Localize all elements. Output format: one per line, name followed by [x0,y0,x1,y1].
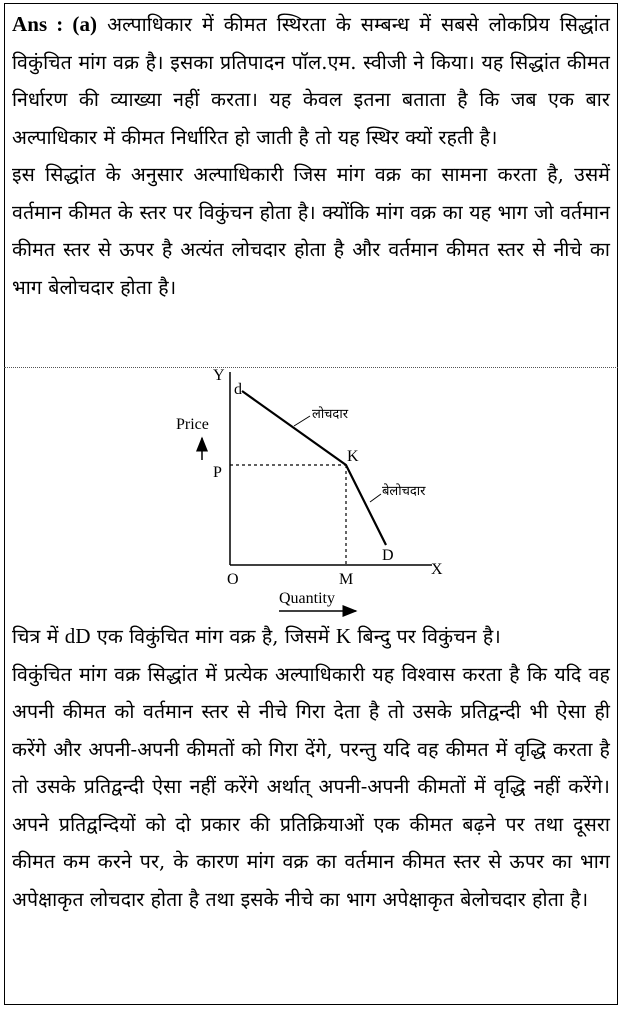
second-paragraph: इस सिद्धांत के अनुसार अल्पाधिकारी जिस मांग वक्र का सामना करता है, उसमें वर्तमान कीमत के स्तर पर विकुंचन होता है। क्योंकि मांग वक्र का यह भाग जो वर्तमान कीमत स्तर से ऊपर है अत्यंत लोचदार होता है और वर्तमान कीमत स्तर से नीचे का भाग बेलोचदार होता है। [12,163,610,299]
fourth-paragraph: विकुंचित मांग वक्र सिद्धांत में प्रत्येक अल्पाधिकारी यह विश्वास करता है कि यदि वह अपनी कीमत को वर्तमान स्तर से नीचे गिरा देता है तो उसके प्रतिद्वन्दी भी ऐसा ही करेंगे और अपनी-अपनी कीमतों को गिरा देंगे, परन्तु यदि वह कीमत में वृद्धि करता है तो उसके प्रतिद्वन्दी ऐसा नहीं करेंगे अर्थात् अपनी-अपनी कीमतों में वृद्धि नहीं करेंगे। अपने प्रतिद्वन्दियों को दो प्रकार की प्रतिक्रियाओं एक कीमत बढ़ने पर तथा दूसरा कीमत कम करने पर, के कारण मांग वक्र का वर्तमान कीमत स्तर से ऊपर का भाग अपेक्षाकृत लोचदार होता है तथा इसके नीचे का भाग अपेक्षाकृत बेलोचदार होता है। [12,662,610,911]
origin-label: O [227,571,239,588]
inelastic-label: बेलोचदार [382,484,426,499]
y-axis-label: Y [213,367,225,384]
caption-dD: dD [64,624,91,648]
caption-mid: एक विकुंचित मांग वक्र है, जिसमें [90,625,336,648]
elastic-pointer [294,416,310,426]
point-M-label: M [339,571,354,588]
quantity-label: Quantity [279,590,335,607]
elastic-label: लोचदार [312,407,349,422]
point-D-label: D [382,547,394,564]
caption-paragraph [12,618,610,918]
caption-pre: चित्र में [12,625,65,648]
inelastic-pointer [370,494,381,502]
point-P-label: P [213,464,222,481]
price-label: Price [176,416,209,433]
x-axis-label: X [431,561,443,578]
caption-post: बिन्दु पर विकुंचन है। [351,625,501,648]
caption-K: K [335,624,352,648]
answer-label: Ans : (a) [12,12,98,36]
point-K-label: K [347,448,359,465]
point-d-label: d [234,381,242,398]
intro-text: अल्पाधिकार में कीमत स्थिरता के सम्बन्ध में सबसे लोकप्रिय सिद्धांत विकुंचित मांग वक्र है। इसका प्रतिपादन पॉल.एम. स्वीजी ने किया। यह सिद्धांत कीमत निर्धारण की व्याख्या नहीं करता। यह केवल इतना बताता है कि जब एक बार अल्पाधिकार में कीमत निर्धारित हो जाती है तो यह स्थिर क्यों रहती है। [12,13,610,149]
